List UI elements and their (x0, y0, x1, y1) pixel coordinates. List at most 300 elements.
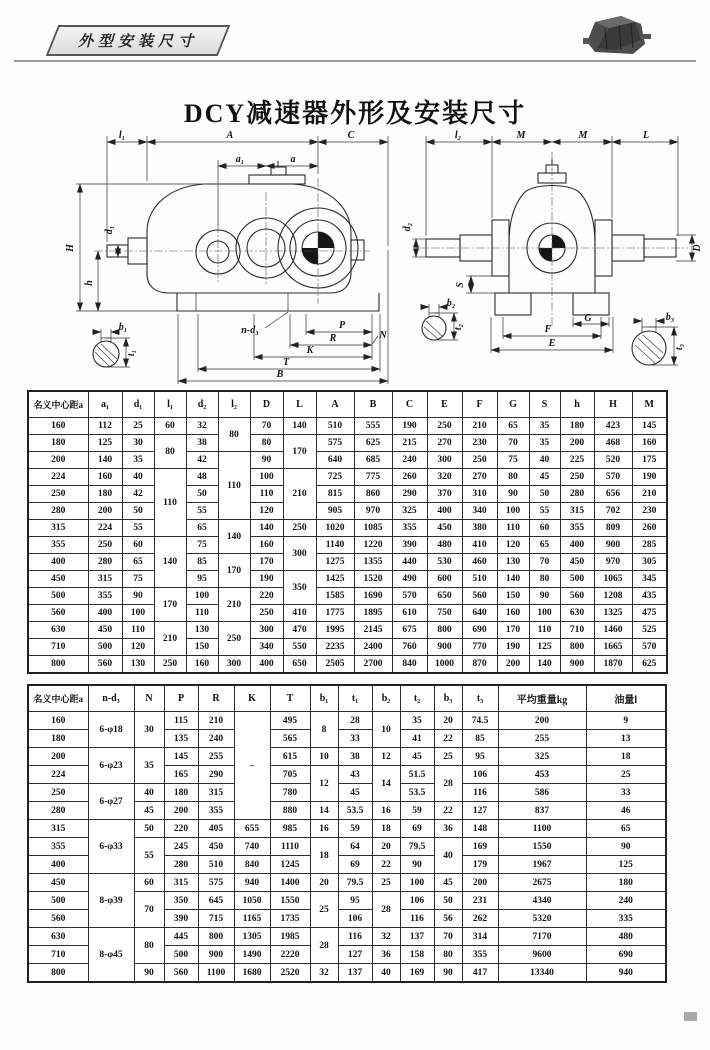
table-cell: 230 (632, 503, 667, 520)
column-header: A (316, 391, 354, 418)
table-cell: 59 (400, 802, 434, 820)
table-cell: 16 (310, 820, 338, 838)
table-cell: 460 (462, 554, 497, 571)
table-cell: 200 (88, 503, 122, 520)
table-cell: 65 (186, 520, 218, 537)
table-cell: 240 (586, 892, 666, 910)
table-cell: 630 (28, 928, 88, 946)
table-row (28, 520, 667, 537)
table-cell: 900 (427, 639, 462, 656)
column-header: l₂ (218, 391, 250, 418)
table-cell: 250 (218, 622, 250, 656)
table-cell: 280 (164, 856, 198, 874)
table-cell: 800 (560, 639, 594, 656)
table-cell: 560 (28, 605, 88, 622)
svg-text:L: L (642, 130, 650, 141)
table-cell: 79.5 (400, 838, 434, 856)
table-cell: 775 (354, 469, 392, 486)
table-cell: 1690 (354, 588, 392, 605)
front-view-drawing (402, 126, 704, 390)
table-cell: 85 (462, 730, 498, 748)
table-cell: 985 (270, 820, 310, 838)
table-cell: 170 (250, 554, 283, 571)
side-view-drawing (50, 126, 396, 390)
table-cell: 560 (164, 964, 198, 983)
table-cell: 160 (250, 537, 283, 554)
column-header: E (427, 391, 462, 418)
table-cell: 8 (310, 712, 338, 748)
table-cell: 137 (338, 964, 372, 983)
table-cell: 80 (434, 946, 462, 964)
table-cell: 250 (283, 520, 316, 537)
shaft-bores (196, 208, 358, 288)
table-cell: 180 (560, 418, 594, 435)
table-cell: 355 (462, 946, 498, 964)
table-row (28, 874, 666, 892)
table-cell: 6-φ18 (88, 712, 134, 748)
svg-text:R: R (329, 333, 337, 344)
column-header: K (234, 685, 270, 712)
table-cell: 750 (427, 605, 462, 622)
table-cell: 905 (316, 503, 354, 520)
table-cell: 180 (586, 874, 666, 892)
table-cell: 200 (28, 452, 88, 469)
table-cell: 1870 (594, 656, 632, 674)
table-cell: 190 (632, 469, 667, 486)
column-header: M (632, 391, 667, 418)
table-cell: 30 (122, 435, 154, 452)
table-cell: 440 (392, 554, 427, 571)
column-header: 平均重量kg (498, 685, 586, 712)
table-cell: 100 (529, 605, 560, 622)
table-cell: 350 (164, 892, 198, 910)
table-cell: 800 (28, 656, 88, 674)
table-cell: 1550 (498, 838, 586, 856)
table-cell: 650 (283, 656, 316, 674)
table-cell: 710 (28, 639, 88, 656)
table-cell: 100 (250, 469, 283, 486)
table-cell: 250 (88, 537, 122, 554)
table-cell: 250 (427, 418, 462, 435)
column-header: C (392, 391, 427, 418)
table-cell: 1050 (234, 892, 270, 910)
table-row (28, 712, 666, 730)
table-row (28, 537, 667, 554)
table-row (28, 588, 667, 605)
column-header: b₃ (434, 685, 462, 712)
table-cell: 180 (28, 435, 88, 452)
svg-text:l₂: l₂ (454, 130, 462, 141)
table-cell: 106 (338, 910, 372, 928)
table-cell: 809 (594, 520, 632, 537)
table-cell: 1100 (198, 964, 234, 983)
column-header: t₃ (462, 685, 498, 712)
table-cell: 9 (586, 712, 666, 730)
table-cell: 55 (186, 503, 218, 520)
table-row (28, 469, 667, 486)
table-cell: 640 (462, 605, 497, 622)
table-cell: 130 (186, 622, 218, 639)
svg-text:l₁: l₁ (118, 130, 126, 141)
table-cell: 880 (270, 802, 310, 820)
table-cell: 2520 (270, 964, 310, 983)
table-cell: 740 (234, 838, 270, 856)
table-cell: 85 (186, 554, 218, 571)
table-cell: 250 (560, 469, 594, 486)
table-cell: 20 (434, 712, 462, 730)
table-cell: 250 (462, 452, 497, 469)
table-cell: 45 (434, 874, 462, 892)
table-cell: 43 (338, 766, 372, 784)
table-cell: 355 (28, 838, 88, 856)
column-header: 名义中心距a (28, 391, 88, 418)
table-cell: 1085 (354, 520, 392, 537)
table-cell: 140 (218, 520, 250, 554)
header-row (28, 685, 666, 712)
table-row (28, 928, 666, 946)
table-cell: 770 (462, 639, 497, 656)
table-cell: 315 (88, 571, 122, 588)
table-row (28, 418, 667, 435)
table-cell: 100 (186, 588, 218, 605)
table-cell: 1100 (498, 820, 586, 838)
svg-text:t₃: t₃ (674, 343, 685, 351)
table-cell: 148 (462, 820, 498, 838)
table-cell: 468 (594, 435, 632, 452)
table-cell: 575 (198, 874, 234, 892)
table-cell: 400 (427, 503, 462, 520)
table-cell: 840 (234, 856, 270, 874)
table-cell: 80 (529, 571, 560, 588)
table-cell: 80 (134, 928, 164, 964)
table-cell: 1020 (316, 520, 354, 537)
table-cell: 127 (338, 946, 372, 964)
table-cell: 800 (427, 622, 462, 639)
svg-text:S: S (455, 282, 466, 288)
table-cell: 35 (529, 435, 560, 452)
table-cell: 510 (198, 856, 234, 874)
table-cell: 250 (154, 656, 186, 674)
table-row (28, 639, 667, 656)
table-cell: 405 (198, 820, 234, 838)
table-cell: 702 (594, 503, 632, 520)
table-cell: 60 (154, 418, 186, 435)
table-cell: 1325 (594, 605, 632, 622)
column-header: P (164, 685, 198, 712)
table-cell: 410 (283, 605, 316, 622)
svg-text:C: C (347, 130, 355, 141)
page-corner-mark (684, 1012, 697, 1021)
table-cell: 45 (400, 748, 434, 766)
table-cell: 35 (400, 712, 434, 730)
table-cell: 120 (497, 537, 529, 554)
table-cell: 270 (427, 435, 462, 452)
table-cell: 13 (586, 730, 666, 748)
table-cell: 335 (586, 910, 666, 928)
table-cell: 310 (462, 486, 497, 503)
table-cell: 90 (400, 856, 434, 874)
table-cell: 2675 (498, 874, 586, 892)
table-cell: 150 (497, 588, 529, 605)
table-cell: 8-φ39 (88, 874, 134, 928)
table-cell: 725 (316, 469, 354, 486)
svg-text:b₁: b₁ (118, 322, 128, 333)
table-cell: 25 (372, 874, 400, 892)
table-cell: 100 (400, 874, 434, 892)
table-cell: 8-φ45 (88, 928, 134, 983)
table-cell: 53.5 (400, 784, 434, 802)
table-cell: 325 (498, 748, 586, 766)
table-cell: 40 (529, 452, 560, 469)
table-cell: 145 (164, 748, 198, 766)
table-cell: 110 (186, 605, 218, 622)
table-cell: 25 (586, 766, 666, 784)
table-cell: 1400 (270, 874, 310, 892)
input-key-detail (422, 298, 464, 340)
table-cell: 200 (560, 435, 594, 452)
table-cell: 675 (392, 622, 427, 639)
table-cell: 16 (372, 802, 400, 820)
table-cell: 135 (164, 730, 198, 748)
table-cell: 18 (372, 820, 400, 838)
shaft-section-detail (93, 322, 137, 367)
table-cell: 9600 (498, 946, 586, 964)
table-cell: 40 (134, 784, 164, 802)
table-cell: 231 (462, 892, 498, 910)
table-cell: 18 (586, 748, 666, 766)
svg-text:b₂: b₂ (446, 298, 456, 309)
table-cell: 250 (28, 486, 88, 503)
table-cell: 315 (28, 820, 88, 838)
table-cell: 870 (462, 656, 497, 674)
table-cell: 550 (283, 639, 316, 656)
svg-text:H: H (65, 244, 76, 252)
table-cell: 160 (186, 656, 218, 674)
table-cell: 18 (310, 838, 338, 874)
table-cell: 127 (462, 802, 498, 820)
table-cell: 1275 (316, 554, 354, 571)
table-cell: 190 (497, 639, 529, 656)
table-cell: 560 (462, 588, 497, 605)
table-row (28, 605, 667, 622)
table-cell: 1490 (234, 946, 270, 964)
table-cell: 32 (186, 418, 218, 435)
table-cell: 2700 (354, 656, 392, 674)
table-cell: 210 (218, 588, 250, 622)
table-cell: 780 (270, 784, 310, 802)
table-cell: 22 (434, 802, 462, 820)
table-cell: 450 (198, 838, 234, 856)
table-cell: 32 (372, 928, 400, 946)
table-cell: 48 (186, 469, 218, 486)
table-cell: 1895 (354, 605, 392, 622)
table-cell: 450 (28, 571, 88, 588)
table-cell: 215 (392, 435, 427, 452)
table-cell: 210 (632, 486, 667, 503)
table-cell: 20 (372, 838, 400, 856)
table-cell: 140 (88, 452, 122, 469)
table-cell: 1425 (316, 571, 354, 588)
table-cell: 570 (392, 588, 427, 605)
table-cell: 110 (529, 622, 560, 639)
table-cell: 106 (400, 892, 434, 910)
table-cell: 50 (434, 892, 462, 910)
table-cell: 230 (462, 435, 497, 452)
table-cell: 130 (122, 656, 154, 674)
table-row (28, 452, 667, 469)
table-cell: 95 (338, 892, 372, 910)
svg-text:t₂: t₂ (453, 323, 464, 331)
table-cell: 900 (198, 946, 234, 964)
table-cell: 169 (462, 838, 498, 856)
table-cell: 160 (497, 605, 529, 622)
table-cell: 480 (427, 537, 462, 554)
table-cell: 12 (372, 748, 400, 766)
table-cell: 490 (392, 571, 427, 588)
column-header: l₁ (154, 391, 186, 418)
table-cell: 180 (164, 784, 198, 802)
table-cell: – (234, 712, 270, 820)
table-cell: 240 (392, 452, 427, 469)
table-cell: 14 (372, 766, 400, 802)
svg-text:a: a (290, 154, 296, 165)
table-cell: 940 (586, 964, 666, 983)
table-cell: 800 (198, 928, 234, 946)
table-cell: 450 (88, 622, 122, 639)
table-cell: 800 (28, 964, 88, 983)
table-cell: 110 (154, 469, 186, 537)
table-cell: 1460 (594, 622, 632, 639)
table-cell: 645 (198, 892, 234, 910)
table-cell: 250 (250, 605, 283, 622)
table-cell: 140 (154, 537, 186, 588)
table-cell: 380 (462, 520, 497, 537)
table-cell: 60 (529, 520, 560, 537)
table-cell: 2235 (316, 639, 354, 656)
table-cell: 36 (434, 820, 462, 838)
table-cell: 30 (134, 712, 164, 748)
table-cell: 1065 (594, 571, 632, 588)
table-cell: 25 (122, 418, 154, 435)
table-cell: 110 (497, 520, 529, 537)
table-cell: 690 (462, 622, 497, 639)
table-cell: 837 (498, 802, 586, 820)
header-divider (14, 60, 696, 62)
table-cell: 610 (392, 605, 427, 622)
table-cell: 355 (28, 537, 88, 554)
table-cell: 1140 (316, 537, 354, 554)
table-cell: 22 (372, 856, 400, 874)
table-cell: 290 (198, 766, 234, 784)
reducer-photo (575, 10, 659, 60)
column-header: R (198, 685, 234, 712)
table-cell: 300 (283, 537, 316, 571)
table-cell: 1110 (270, 838, 310, 856)
table-cell: 560 (560, 588, 594, 605)
table-cell: 12 (310, 766, 338, 802)
table-row (28, 554, 667, 571)
table-cell: 28 (310, 928, 338, 964)
table-cell: 90 (122, 588, 154, 605)
table-cell: 140 (283, 418, 316, 435)
table-cell: 200 (164, 802, 198, 820)
table-cell: 2145 (354, 622, 392, 639)
section-badge-label: 外型安装尺寸 (77, 34, 198, 50)
table-cell: 225 (560, 452, 594, 469)
table-cell: 400 (28, 554, 88, 571)
table-cell: 51.5 (400, 766, 434, 784)
table-cell: 220 (164, 820, 198, 838)
table-cell: 50 (186, 486, 218, 503)
svg-text:E: E (548, 338, 556, 349)
table-cell: 630 (560, 605, 594, 622)
table-cell: 1985 (270, 928, 310, 946)
table-cell: 90 (497, 486, 529, 503)
table-cell: 140 (529, 656, 560, 674)
table-cell: 400 (250, 656, 283, 674)
table-row (28, 622, 667, 639)
table-cell: 10 (372, 712, 400, 748)
table-cell: 240 (198, 730, 234, 748)
table-row (28, 486, 667, 503)
table-cell: 35 (134, 748, 164, 784)
table-cell: 525 (632, 622, 667, 639)
table-cell: 64 (338, 838, 372, 856)
table-cell: 106 (462, 766, 498, 784)
table-cell: 355 (560, 520, 594, 537)
table-cell: 45 (529, 469, 560, 486)
table-cell: 120 (250, 503, 283, 520)
column-header: h (560, 391, 594, 418)
page-title: DCY减速器外形及安装尺寸 (183, 99, 527, 129)
dims-table-2 (27, 684, 667, 983)
table-cell: 390 (164, 910, 198, 928)
table-cell: 315 (28, 520, 88, 537)
table-cell: 90 (586, 838, 666, 856)
table-cell: 300 (427, 452, 462, 469)
column-header: D (250, 391, 283, 418)
column-header: d₂ (186, 391, 218, 418)
table-cell: 179 (462, 856, 498, 874)
table-cell: 400 (560, 537, 594, 554)
dims-table-1 (27, 390, 668, 674)
column-header: 油量l (586, 685, 666, 712)
table-cell: 1550 (270, 892, 310, 910)
table-cell: 510 (462, 571, 497, 588)
table-cell: 1220 (354, 537, 392, 554)
column-header: B (354, 391, 392, 418)
table-cell: 224 (28, 766, 88, 784)
table-cell: 290 (392, 486, 427, 503)
svg-text:M: M (516, 130, 526, 141)
table-cell: 1355 (354, 554, 392, 571)
table-cell: 50 (529, 486, 560, 503)
table-cell: 450 (427, 520, 462, 537)
table-cell: 250 (28, 784, 88, 802)
column-header: n-d₃ (88, 685, 134, 712)
table-row (28, 503, 667, 520)
table-cell: 320 (427, 469, 462, 486)
column-header: b₁ (310, 685, 338, 712)
table-cell: 7170 (498, 928, 586, 946)
table-cell: 115 (164, 712, 198, 730)
table-cell: 500 (560, 571, 594, 588)
table-cell: 1665 (594, 639, 632, 656)
svg-text:a₁: a₁ (235, 154, 245, 165)
column-header: S (529, 391, 560, 418)
table-cell: 245 (164, 838, 198, 856)
table-cell: 710 (560, 622, 594, 639)
